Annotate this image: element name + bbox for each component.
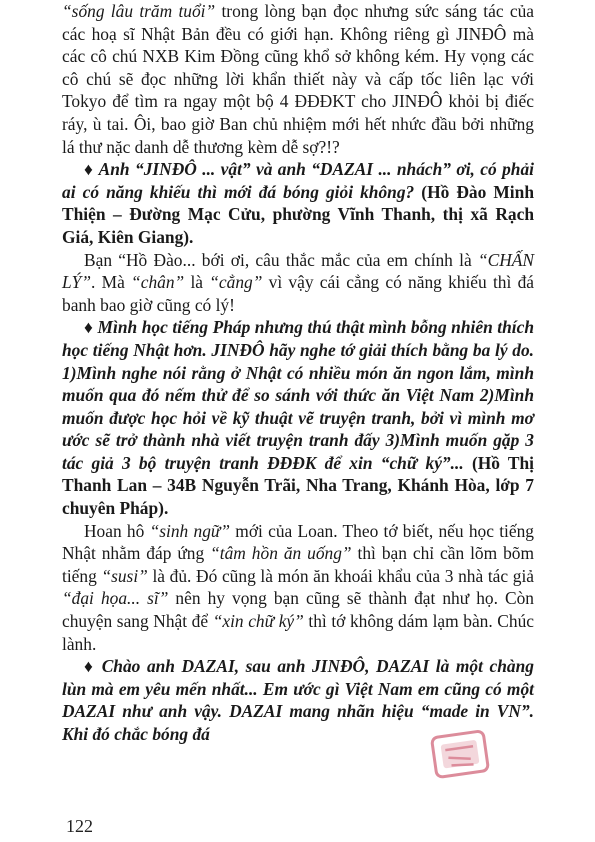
reader-question	[62, 158, 534, 248]
quoted-phrase: “susi”	[101, 565, 148, 586]
quoted-phrase: “tâm hồn ăn uống”	[210, 543, 352, 564]
text-run: là	[184, 272, 210, 293]
page-number: 122	[66, 816, 93, 836]
text-run: là đủ. Đó cũng là món ăn khoái khẩu của 3 nhà tác giả	[147, 565, 534, 586]
reader-signature: (Hồ Thị Thanh Lan – 34B Nguyễn Trãi, Nha Trang, Khánh Hòa, lớp 7 chuyên Pháp).	[62, 452, 534, 519]
quoted-phrase: “sống lâu trăm tuổi”	[62, 1, 216, 21]
quoted-phrase: “đại họa... sĩ”	[62, 588, 169, 609]
text-run: Bạn “Hồ Đào... bới ơi, câu thắc mắc của em chính là	[84, 249, 478, 270]
text-run: Hoan hô	[84, 520, 150, 541]
editor-answer	[62, 249, 534, 317]
reader-signature: (Hồ Đào Minh Thiện – Đường Mạc Cửu, phường Vĩnh Thanh, thị xã Rạch Giá, Kiên Giang).	[62, 181, 534, 247]
text-run: ♦ Anh “JINĐÔ ... vật” và anh “DAZAI ... nhách” ơi, có phải ai có năng khiếu thì mới đá bóng giỏi không?	[62, 159, 534, 202]
editor-answer	[62, 0, 534, 158]
quoted-phrase: “CHẤN LÝ”	[62, 249, 534, 293]
quoted-phrase: “xin chữ ký”	[212, 611, 304, 632]
page-body	[62, 0, 534, 746]
text-run: trong lòng bạn đọc nhưng sức sáng tác của các hoạ sĩ Nhật Bản đều có giới hạn. Không riêng gì JINĐÔ mà các cô chú NXB Kim Đồng cũng khổ sở không kém. Hy vọng các cô chú sẽ đọc những lời khẩn thiết này và cấp tốc liên lạc với Tokyo để tìm ra ngay một bộ 4 ĐĐĐKT cho JINĐÔ khỏi bị điếc ráy, ù tai. Ôi, bao giờ Ban chủ nhiệm mới hết nhức đầu bởi những lá thư nặc danh dễ thương kèm dễ sợ?!?	[62, 1, 534, 157]
text-run: ♦ Chào anh DAZAI, sau anh JINĐÔ, DAZAI là một chàng lùn mà em yêu mến nhất... Em ước gì Việt Nam em cũng có một DAZAI như anh vậy. DAZAI mang nhãn hiệu “made in VN”. Khi đó chắc bóng đá	[62, 656, 534, 744]
text-run: ♦ Mình học tiếng Pháp nhưng thú thật mình bỗng nhiên thích học tiếng Nhật hơn. JINĐÔ hãy nghe tớ giải thích bằng ba lý do. 1)Mình nghe nói rằng ở Nhật có nhiều món ăn ngon lắm, mình muốn qua đó nếm thử để so sánh với thức ăn Việt Nam 2)Mình muốn được học hỏi về kỹ thuật vẽ truyện tranh, bởi vì mình mơ ước sẽ trở thành nhà viết truyện tranh đấy 3)Mình muốn gặp 3 tác giả 3 bộ truyện tranh ĐĐĐK để xin “chữ ký”...	[62, 317, 534, 473]
watermark-stamp	[430, 726, 492, 784]
text-run: nên hy vọng bạn cũng sẽ thành đạt như họ. Còn chuyện sang Nhật để	[62, 588, 534, 632]
quoted-phrase: “sinh ngữ”	[149, 520, 231, 541]
text-run: vì vậy cái cẳng có năng khiếu thì đá banh bao giờ cũng có lý!	[62, 272, 534, 315]
quoted-phrase: “chân”	[131, 272, 185, 293]
text-run: . Mà	[91, 272, 132, 293]
text-run: thì bạn chỉ cần lõm bõm tiếng	[62, 543, 535, 586]
text-run: mới của Loan. Theo tớ biết, nếu học tiếng Nhật nhằm đáp ứng	[62, 520, 534, 564]
quoted-phrase: “cẳng”	[209, 272, 263, 293]
editor-answer	[62, 520, 534, 656]
reader-question	[62, 316, 534, 519]
text-run: thì tớ không dám lạm bàn. Chúc lành.	[62, 611, 535, 654]
